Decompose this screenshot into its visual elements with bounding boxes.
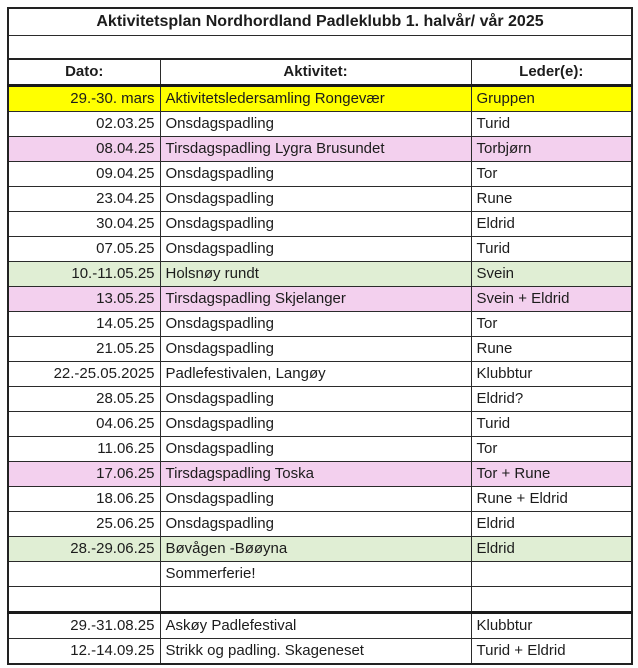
activity-cell: Onsdagspadling — [160, 162, 471, 187]
spacer-cell — [8, 36, 632, 60]
activity-cell: Onsdagspadling — [160, 412, 471, 437]
activity-cell: Padlefestivalen, Langøy — [160, 362, 471, 387]
table-row — [8, 86, 632, 112]
table-row — [8, 337, 632, 362]
activity-cell — [160, 587, 471, 613]
date-cell: 07.05.25 — [8, 237, 160, 262]
date-cell: 09.04.25 — [8, 162, 160, 187]
table-row — [8, 587, 632, 613]
activity-cell: Onsdagspadling — [160, 437, 471, 462]
leaders-cell: Turid — [471, 237, 632, 262]
date-cell: 12.-14.09.25 — [8, 639, 160, 665]
leaders-cell — [471, 587, 632, 613]
date-cell: 04.06.25 — [8, 412, 160, 437]
title-row — [8, 8, 632, 36]
table-row — [8, 387, 632, 412]
date-cell: 29.-31.08.25 — [8, 613, 160, 639]
activity-cell: Aktivitetsledersamling Rongevær — [160, 86, 471, 112]
leaders-cell — [471, 562, 632, 587]
date-cell: 28.05.25 — [8, 387, 160, 412]
activity-cell: Onsdagspadling — [160, 212, 471, 237]
table-row — [8, 187, 632, 212]
date-cell — [8, 587, 160, 613]
date-cell: 08.04.25 — [8, 137, 160, 162]
table-row — [8, 412, 632, 437]
table-row — [8, 639, 632, 665]
activity-cell: Onsdagspadling — [160, 312, 471, 337]
leaders-cell: Rune — [471, 337, 632, 362]
date-cell: 30.04.25 — [8, 212, 160, 237]
table-row — [8, 437, 632, 462]
date-cell: 28.-29.06.25 — [8, 537, 160, 562]
leaders-cell: Rune — [471, 187, 632, 212]
date-cell: 25.06.25 — [8, 512, 160, 537]
leaders-cell: Eldrid — [471, 537, 632, 562]
table-row — [8, 362, 632, 387]
date-cell: 22.-25.05.2025 — [8, 362, 160, 387]
date-cell: 23.04.25 — [8, 187, 160, 212]
activity-cell: Tirsdagspadling Lygra Brusundet — [160, 137, 471, 162]
leaders-cell: Eldrid — [471, 212, 632, 237]
table-row — [8, 487, 632, 512]
activity-plan-table — [7, 7, 633, 665]
table-row — [8, 112, 632, 137]
leaders-cell: Gruppen — [471, 86, 632, 112]
activity-cell: Onsdagspadling — [160, 487, 471, 512]
leaders-cell: Svein — [471, 262, 632, 287]
column-header-date: Dato: — [8, 59, 160, 86]
leaders-cell: Tor + Rune — [471, 462, 632, 487]
table-row — [8, 562, 632, 587]
table-row — [8, 312, 632, 337]
table-row — [8, 287, 632, 312]
leaders-cell: Klubbtur — [471, 613, 632, 639]
activity-cell: Onsdagspadling — [160, 112, 471, 137]
activity-plan-sheet — [7, 7, 633, 665]
date-cell: 10.-11.05.25 — [8, 262, 160, 287]
activity-cell: Strikk og padling. Skageneset — [160, 639, 471, 665]
date-cell: 17.06.25 — [8, 462, 160, 487]
activity-cell: Onsdagspadling — [160, 187, 471, 212]
leaders-cell: Torbjørn — [471, 137, 632, 162]
column-header-leaders: Leder(e): — [471, 59, 632, 86]
table-row — [8, 137, 632, 162]
column-header-activity: Aktivitet: — [160, 59, 471, 86]
table-row — [8, 212, 632, 237]
activity-cell: Tirsdagspadling Skjelanger — [160, 287, 471, 312]
page-title: Aktivitetsplan Nordhordland Padleklubb 1. halvår/ vår 2025 — [8, 8, 632, 36]
activity-cell: Onsdagspadling — [160, 387, 471, 412]
table-row — [8, 162, 632, 187]
activity-cell: Onsdagspadling — [160, 237, 471, 262]
table-row — [8, 613, 632, 639]
date-cell: 14.05.25 — [8, 312, 160, 337]
activity-cell: Bøvågen -Bøøyna — [160, 537, 471, 562]
date-cell — [8, 562, 160, 587]
activity-cell: Tirsdagspadling Toska — [160, 462, 471, 487]
table-row — [8, 462, 632, 487]
activity-cell: Onsdagspadling — [160, 337, 471, 362]
date-cell: 18.06.25 — [8, 487, 160, 512]
date-cell: 29.-30. mars — [8, 86, 160, 112]
leaders-cell: Turid — [471, 112, 632, 137]
date-cell: 13.05.25 — [8, 287, 160, 312]
spacer-row — [8, 36, 632, 60]
date-cell: 11.06.25 — [8, 437, 160, 462]
date-cell: 21.05.25 — [8, 337, 160, 362]
leaders-cell: Turid — [471, 412, 632, 437]
leaders-cell: Klubbtur — [471, 362, 632, 387]
activity-cell: Sommerferie! — [160, 562, 471, 587]
table-row — [8, 537, 632, 562]
activity-cell: Holsnøy rundt — [160, 262, 471, 287]
table-row — [8, 512, 632, 537]
header-row — [8, 59, 632, 86]
leaders-cell: Rune + Eldrid — [471, 487, 632, 512]
leaders-cell: Turid + Eldrid — [471, 639, 632, 665]
leaders-cell: Eldrid — [471, 512, 632, 537]
activity-cell: Askøy Padlefestival — [160, 613, 471, 639]
leaders-cell: Tor — [471, 437, 632, 462]
leaders-cell: Tor — [471, 312, 632, 337]
leaders-cell: Svein + Eldrid — [471, 287, 632, 312]
leaders-cell: Tor — [471, 162, 632, 187]
table-row — [8, 237, 632, 262]
activity-cell: Onsdagspadling — [160, 512, 471, 537]
table-row — [8, 262, 632, 287]
date-cell: 02.03.25 — [8, 112, 160, 137]
leaders-cell: Eldrid? — [471, 387, 632, 412]
